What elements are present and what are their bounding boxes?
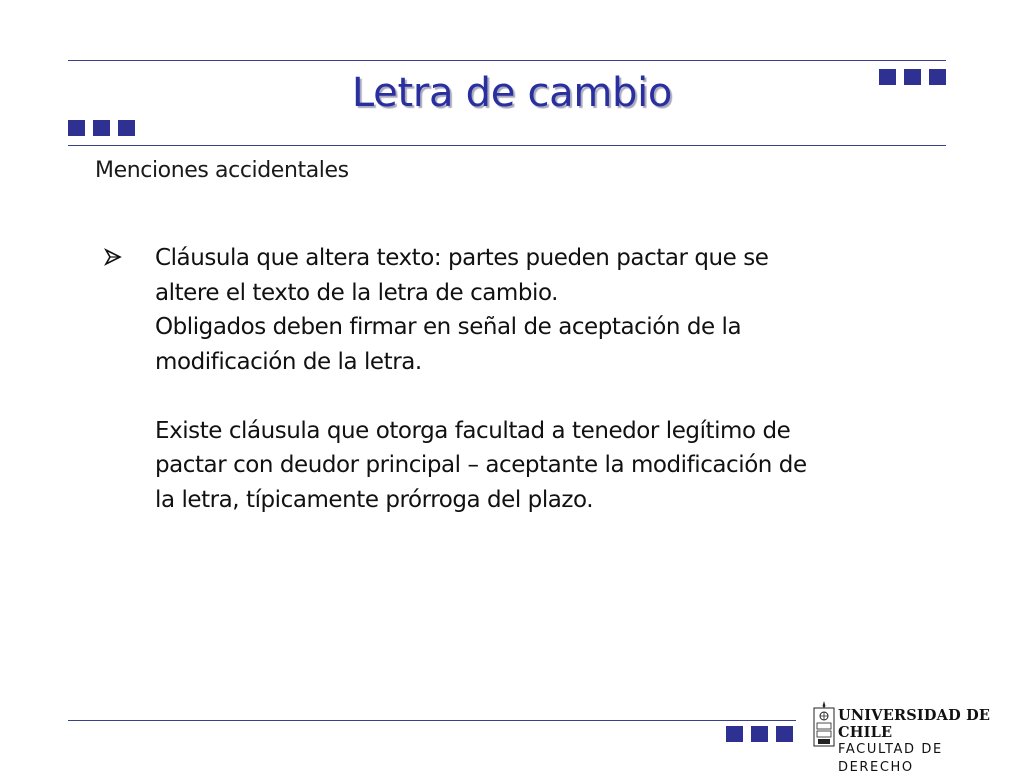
bullet-body bbox=[155, 241, 945, 517]
top-rule bbox=[68, 60, 946, 61]
university-crest-icon bbox=[813, 700, 835, 748]
arrow-bullet-icon bbox=[104, 248, 122, 266]
slide-title: Letra de cambio bbox=[351, 70, 673, 116]
logo-university-name: UNIVERSIDAD DE CHILE bbox=[838, 707, 991, 741]
body-line: pactar con deudor principal – aceptante la modificación de bbox=[155, 452, 807, 478]
title-rule bbox=[68, 145, 946, 146]
university-logo-text bbox=[838, 707, 1024, 777]
logo-faculty-name: FACULTAD DE DERECHO bbox=[838, 742, 943, 775]
body-line: Existe cláusula que otorga facultad a tenedor legítimo de bbox=[155, 417, 791, 444]
body-line: Obligados deben firmar en señal de aceptación de la bbox=[155, 314, 742, 340]
slide-subtitle: Menciones accidentales bbox=[95, 158, 349, 183]
body-line: Cláusula que altera texto: partes pueden pactar que se bbox=[155, 245, 769, 271]
body-line: altere el texto de la letra de cambio. bbox=[155, 279, 559, 306]
body-line: modificación de la letra. bbox=[155, 348, 422, 375]
paragraph-spacer bbox=[155, 379, 945, 414]
footer-rule bbox=[68, 720, 796, 721]
body-line: la letra, típicamente prórroga del plazo. bbox=[155, 486, 594, 513]
